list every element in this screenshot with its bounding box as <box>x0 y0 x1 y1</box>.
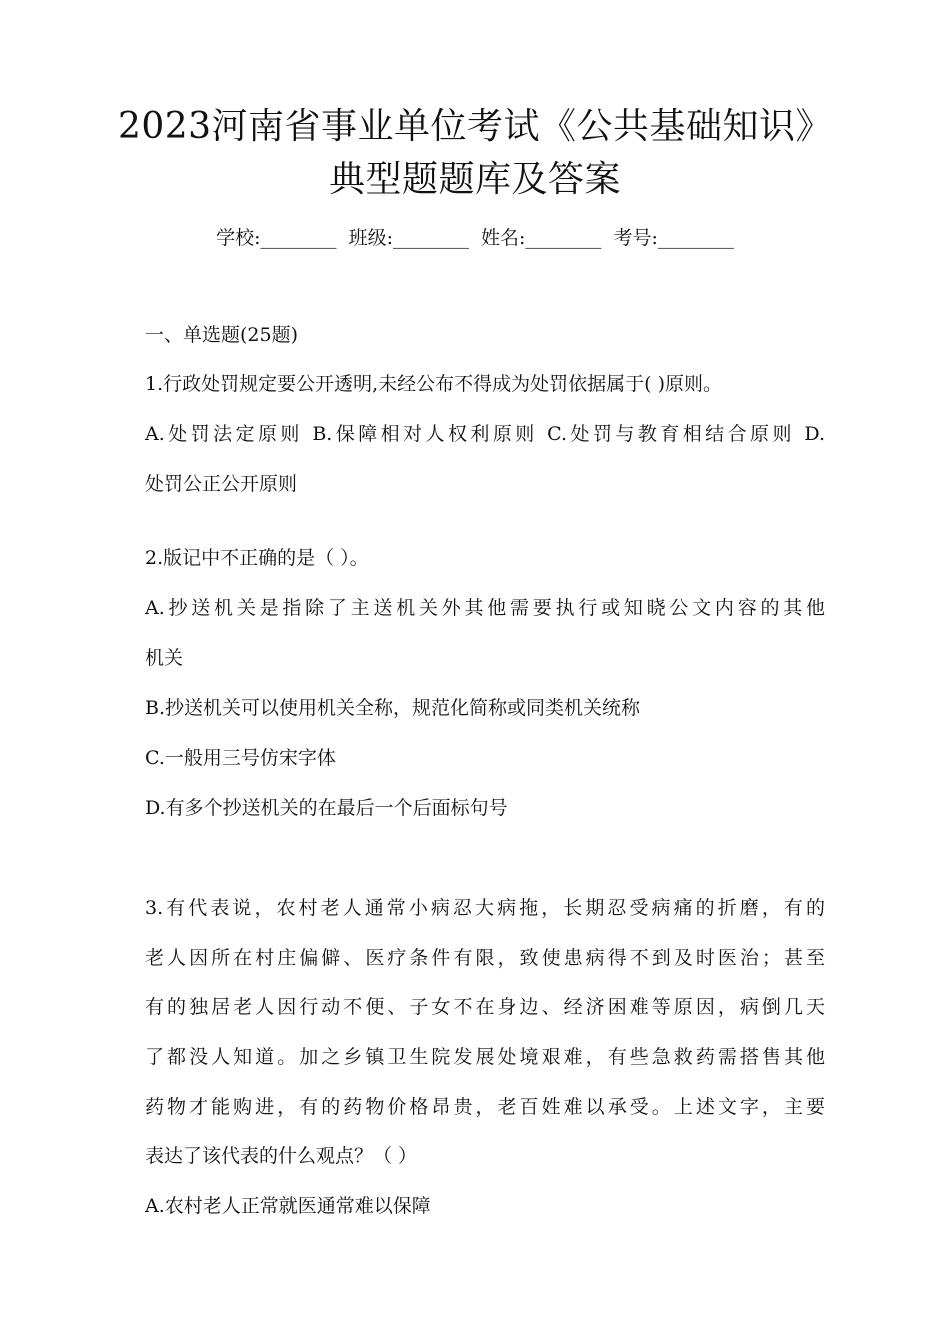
q3-stem-line-2: 老人因所在村庄偏僻、医疗条件有限，致使患病得不到及时医治；甚至 <box>145 947 825 969</box>
exam-number-field: 考号:________ <box>613 227 734 249</box>
q3-stem-line-5: 药物才能购进，有的药物价格昂贵，老百姓难以承受。上述文字，主要 <box>145 1096 825 1118</box>
student-info-fields <box>0 225 950 251</box>
document-title-line-1: 2023河南省事业单位考试《公共基础知识》 <box>117 106 833 147</box>
q3-stem-line-6: 表达了该代表的什么观点？（ ） <box>145 1145 418 1167</box>
class-field: 班级:________ <box>348 227 469 249</box>
school-field: 学校:________ <box>216 227 337 249</box>
document-title-line-2: 典型题题库及答案 <box>328 159 621 200</box>
q2-option-d: D.有多个抄送机关的在最后一个后面标句号 <box>145 797 508 819</box>
q1-options-line-2: 处罚公正公开原则 <box>145 473 298 495</box>
q3-stem-line-1: 3.有代表说，农村老人通常小病忍大病拖，长期忍受病痛的折磨，有的 <box>145 897 825 919</box>
q1-options-line-1: A.处罚法定原则 B.保障相对人权利原则 C.处罚与教育相结合原则 D. <box>145 423 825 445</box>
q1-stem: 1.行政处罚规定要公开透明,未经公布不得成为处罚依据属于( )原则。 <box>145 373 723 395</box>
section-heading: 一、单选题(25题) <box>145 324 299 346</box>
q3-option-a: A.农村老人正常就医通常难以保障 <box>145 1195 431 1217</box>
q2-option-a-line-1: A.抄送机关是指除了主送机关外其他需要执行或知晓公文内容的其他 <box>145 597 825 619</box>
q2-stem: 2.版记中不正确的是（ ）。 <box>145 547 369 569</box>
q3-stem-line-4: 了都没人知道。加之乡镇卫生院发展处境艰难，有些急救药需搭售其他 <box>145 1046 825 1068</box>
q2-option-b: B.抄送机关可以使用机关全称，规范化简称或同类机关统称 <box>145 697 641 719</box>
q3-stem-line-3: 有的独居老人因行动不便、子女不在身边、经济困难等原因，病倒几天 <box>145 996 825 1018</box>
name-field: 姓名:________ <box>481 227 602 249</box>
q2-option-a-line-2: 机关 <box>145 647 184 669</box>
q2-option-c: C.一般用三号仿宋字体 <box>145 747 336 769</box>
